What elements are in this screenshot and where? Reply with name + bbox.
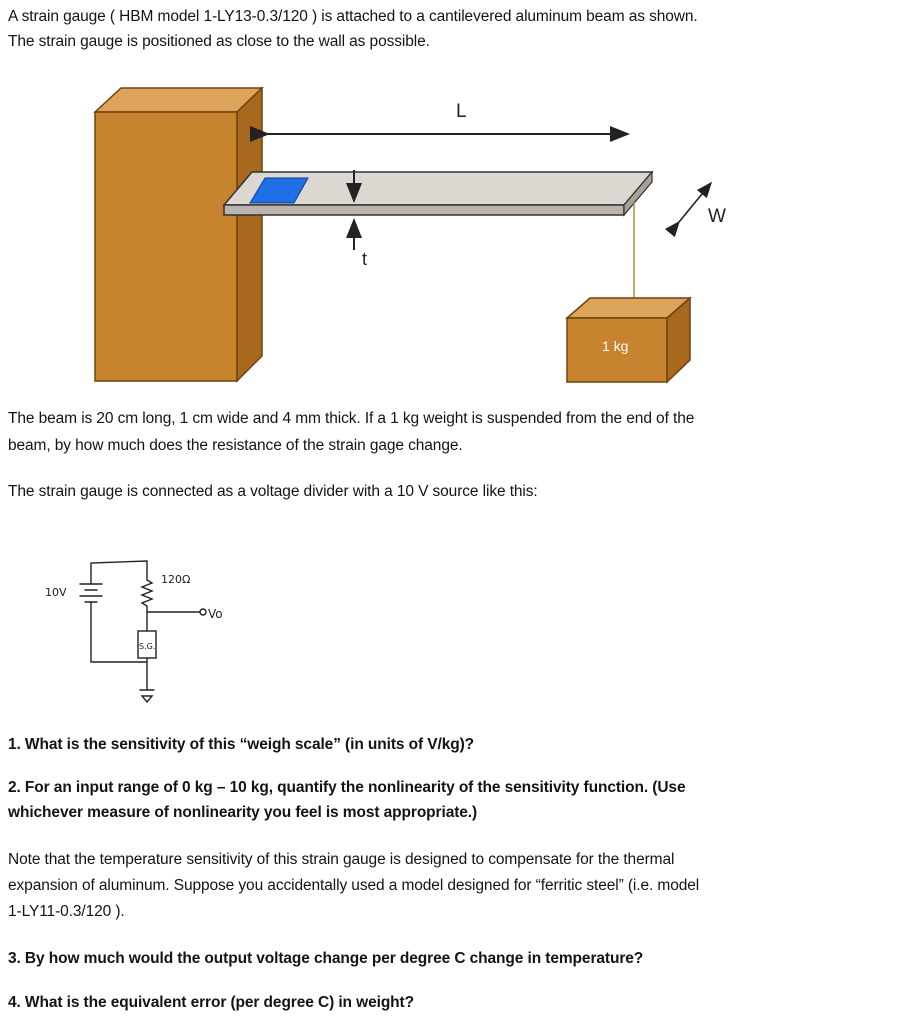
gauge-label: S.G.	[139, 642, 156, 651]
note-line-1: Note that the temperature sensitivity of this strain gauge is designed to compensate for the thermal	[8, 851, 675, 868]
thickness-label: t	[362, 249, 368, 269]
battery-symbol	[80, 584, 102, 602]
output-node	[200, 609, 206, 615]
circuit-wire-left	[91, 561, 147, 584]
cantilever-figure	[0, 0, 906, 400]
ground-symbol	[140, 690, 154, 702]
width-arrow	[679, 183, 711, 222]
divider-text: The strain gauge is connected as a voltage divider with a 10 V source like this:	[8, 483, 538, 500]
resistor-symbol	[142, 580, 152, 618]
strain-gauge-box	[138, 631, 156, 658]
question-1: 1. What is the sensitivity of this “weigh scale” (in units of V/kg)?	[8, 736, 475, 753]
intro-line-2: The strain gauge is positioned as close to the wall as possible.	[8, 33, 430, 50]
circuit-wire-left-bottom	[91, 602, 140, 662]
note-line-2: expansion of aluminum. Suppose you accidentally used a model designed for “ferritic steel” (i.e. model	[8, 877, 700, 894]
source-label: 10V	[45, 586, 67, 599]
question-3: 3. By how much would the output voltage change per degree C change in temperature?	[8, 950, 644, 967]
note-line-3: 1-LY11-0.3/120 ).	[8, 903, 125, 920]
question-2-line-2: whichever measure of nonlinearity you feel is most appropriate.)	[8, 804, 478, 821]
circuit-wire-ground	[140, 618, 147, 690]
question-2-line-1: 2. For an input range of 0 kg – 10 kg, quantify the nonlinearity of the sensitivity function. (Use	[8, 779, 686, 796]
length-label: L	[456, 101, 467, 122]
output-label: Vo	[208, 607, 223, 621]
resistor-label: 120Ω	[161, 573, 191, 586]
weight-block	[567, 298, 690, 382]
intro-line-1: A strain gauge ( HBM model 1-LY13-0.3/120 ) is attached to a cantilevered aluminum beam as shown.	[8, 8, 698, 25]
beam-line-1: The beam is 20 cm long, 1 cm wide and 4 mm thick. If a 1 kg weight is suspended from the end of the	[8, 410, 695, 427]
weight-label: 1 kg	[602, 338, 629, 354]
width-label: W	[708, 206, 726, 227]
wall-block	[95, 88, 262, 381]
question-4: 4. What is the equivalent error (per degree C) in weight?	[8, 994, 414, 1011]
beam-line-2: beam, by how much does the resistance of the strain gage change.	[8, 437, 463, 454]
